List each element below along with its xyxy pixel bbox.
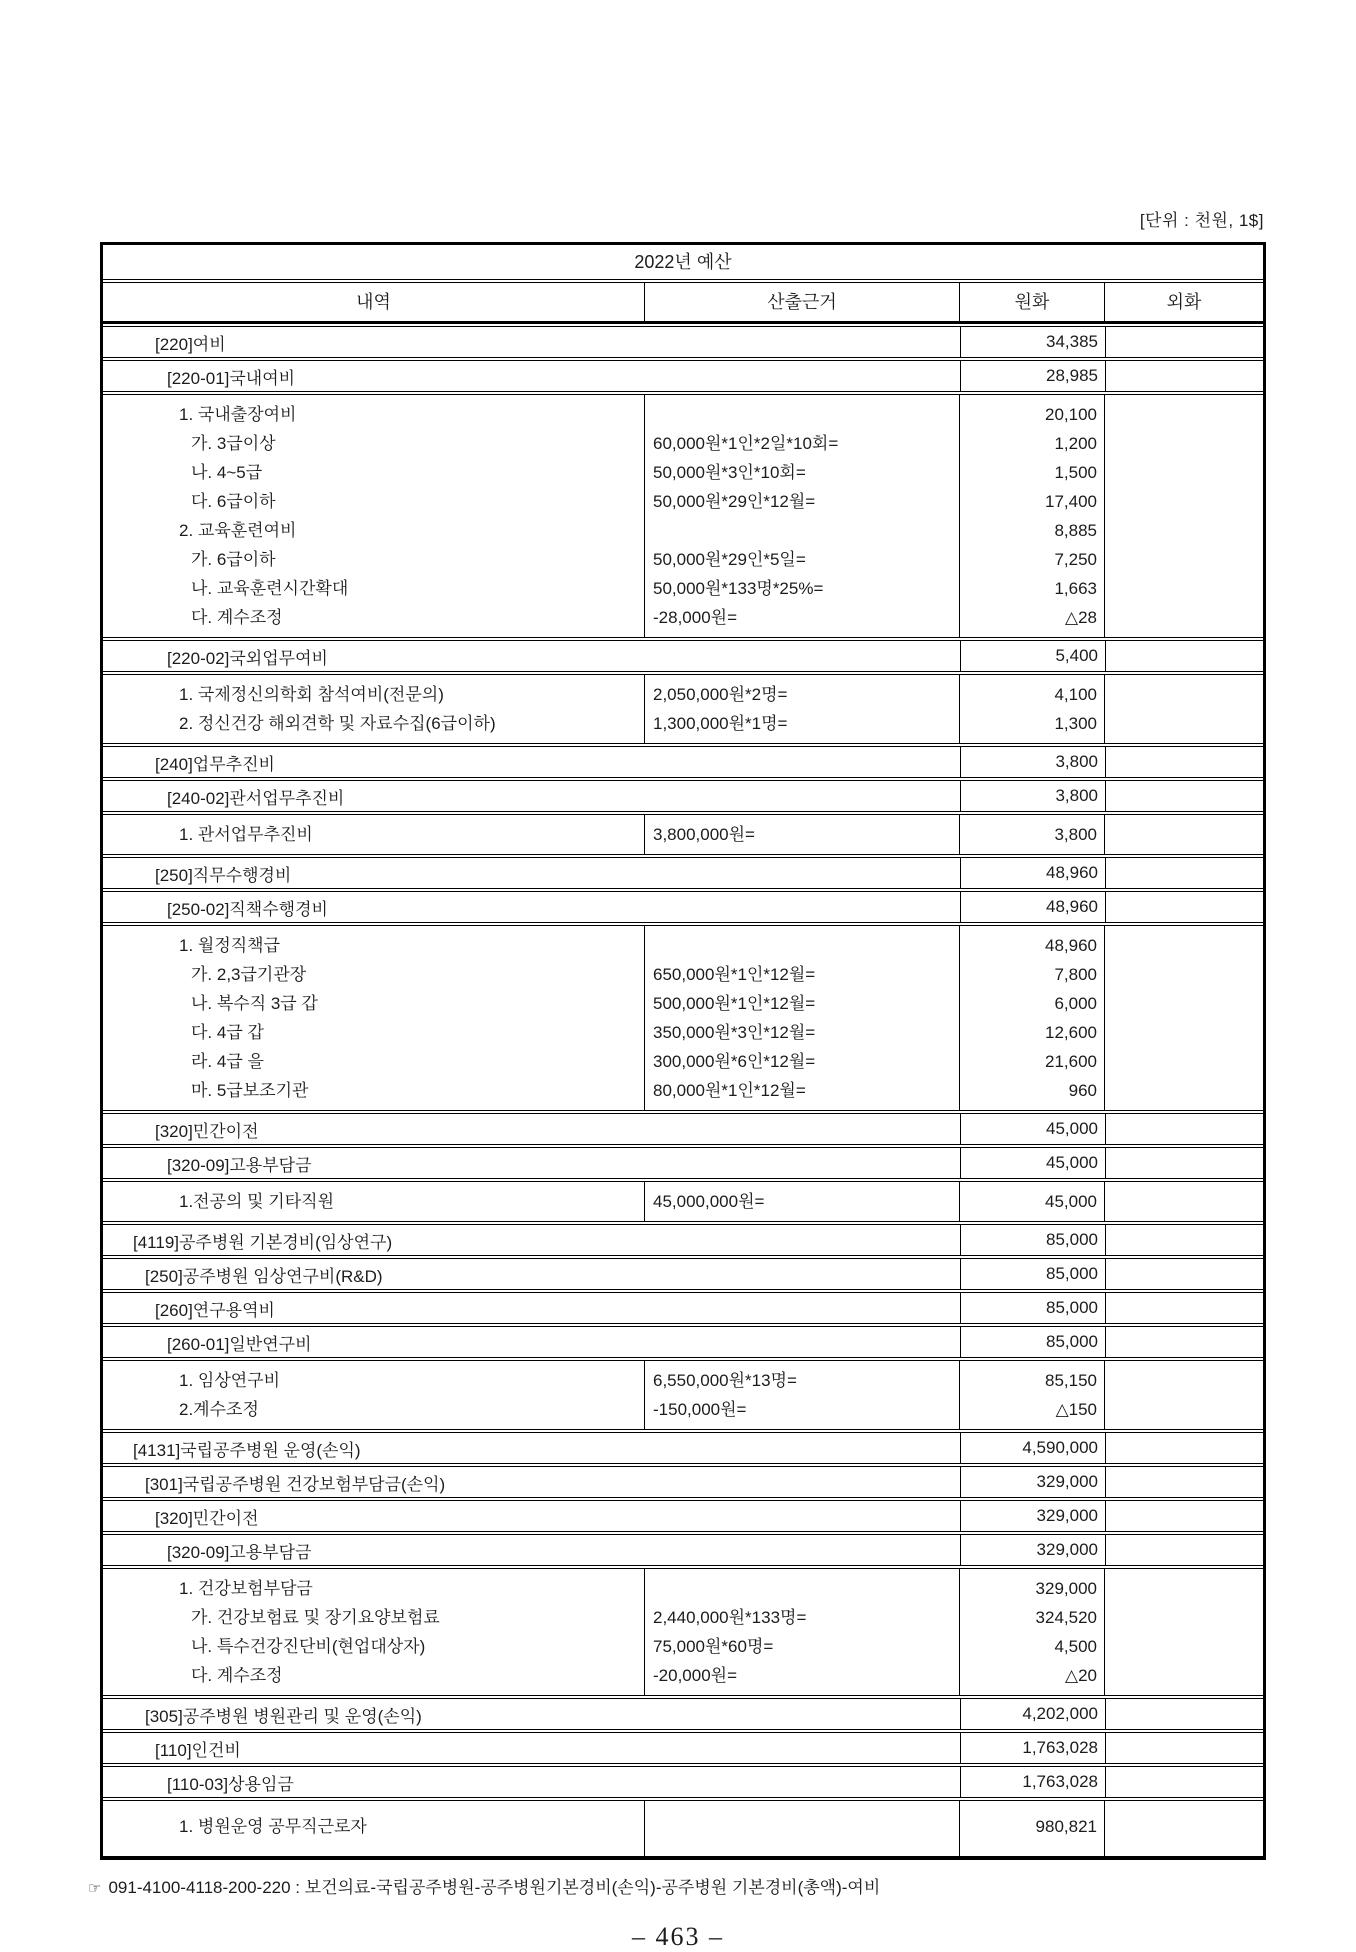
calc-basis — [645, 400, 959, 429]
detail-label: 1. 국제정신의학회 참석여비(전문의) — [179, 685, 444, 704]
table-group-row — [103, 1181, 1263, 1222]
foreign-amount-cell — [1106, 1259, 1263, 1289]
won-amounts-column — [960, 926, 1105, 1110]
item-label-cell: [220-02]국외업무여비 — [103, 641, 961, 671]
foreign-amount — [1105, 820, 1263, 849]
foreign-amount — [1105, 709, 1263, 738]
won-amount-cell: 5,400 — [961, 641, 1106, 671]
budget-table — [100, 242, 1266, 1860]
won-amounts-column — [960, 395, 1105, 637]
foreign-amounts-column — [1105, 815, 1263, 854]
item-label-cell: [220]여비 — [103, 327, 961, 357]
table-row — [103, 1466, 1263, 1498]
detail-label: 2. 정신건강 해외견학 및 자료수집(6급이하) — [179, 714, 496, 733]
item-label-cell: [4131]국립공주병원 운영(손익) — [103, 1433, 961, 1463]
calc-basis: 50,000원*3인*10회= — [653, 463, 806, 482]
detail-label: 가. 3급이상 — [191, 434, 276, 453]
table-row — [103, 1432, 1263, 1464]
won-amount-cell: 85,000 — [961, 1327, 1106, 1357]
calc-basis: 80,000원*1인*12월= — [653, 1081, 806, 1100]
detail-label: 가. 건강보험료 및 장기요양보험료 — [191, 1608, 440, 1627]
detail-label: 1. 국내출장여비 — [179, 405, 297, 424]
item-label-cell: [250]공주병원 임상연구비(R&D) — [103, 1259, 961, 1289]
won-amount-cell: 34,385 — [961, 327, 1106, 357]
page-number: – 463 – — [632, 1922, 724, 1951]
foreign-amounts-column — [1105, 395, 1263, 637]
detail-label: 다. 계수조정 — [191, 1666, 283, 1685]
detail-labels-column — [103, 675, 645, 743]
won-amount: 1,200 — [1054, 434, 1097, 453]
won-amount-cell: 4,202,000 — [961, 1699, 1106, 1729]
won-amounts-column — [960, 1801, 1105, 1856]
detail-label: 나. 4~5급 — [191, 463, 263, 482]
item-label-cell: [250]직무수행경비 — [103, 858, 961, 888]
detail-labels-column — [103, 815, 645, 854]
foreign-amount — [1105, 1812, 1263, 1841]
foreign-amount — [1105, 989, 1263, 1018]
detail-labels-column — [103, 1569, 645, 1695]
item-label-cell: [260]연구용역비 — [103, 1293, 961, 1323]
won-amount: 20,100 — [1045, 405, 1097, 424]
won-amount: 12,600 — [1045, 1023, 1097, 1042]
calc-basis: 300,000원*6인*12월= — [653, 1052, 816, 1071]
foreign-amount-cell — [1106, 1767, 1263, 1797]
table-group-row — [103, 394, 1263, 638]
won-amount-cell: 329,000 — [961, 1535, 1106, 1565]
foreign-amount — [1105, 931, 1263, 960]
item-label-cell: [260-01]일반연구비 — [103, 1327, 961, 1357]
foreign-amount-cell — [1106, 1433, 1263, 1463]
won-amount: △150 — [1055, 1400, 1097, 1419]
won-amount: 1,500 — [1054, 463, 1097, 482]
foreign-amount-cell — [1106, 1501, 1263, 1531]
won-amount: 4,500 — [1054, 1637, 1097, 1656]
column-header-won: 원화 — [960, 283, 1105, 321]
detail-labels-column — [103, 395, 645, 637]
calc-basis: -20,000원= — [653, 1666, 738, 1685]
detail-labels-column — [103, 1182, 645, 1221]
foreign-amounts-column — [1105, 1361, 1263, 1429]
table-row — [103, 1534, 1263, 1566]
detail-labels-column — [103, 1801, 645, 1856]
table-row — [103, 360, 1263, 392]
foreign-amount-cell — [1106, 327, 1263, 357]
table-row — [103, 746, 1263, 778]
calc-basis: 3,800,000원= — [653, 825, 755, 844]
calc-basis-column — [645, 815, 960, 854]
foreign-amount-cell — [1106, 1225, 1263, 1255]
won-amount: 980,821 — [1035, 1817, 1097, 1836]
detail-label: 라. 4급 을 — [191, 1052, 264, 1071]
foreign-amount — [1105, 1018, 1263, 1047]
pointing-hand-icon: ☞ — [88, 1880, 102, 1897]
item-label-cell: [110-03]상용임금 — [103, 1767, 961, 1797]
table-row — [103, 857, 1263, 889]
calc-basis: 6,550,000원*13명= — [653, 1371, 797, 1390]
table-row — [103, 640, 1263, 672]
foreign-amount-cell — [1106, 361, 1263, 391]
foreign-amount-cell — [1106, 1535, 1263, 1565]
calc-basis: 2,440,000원*133명= — [653, 1608, 807, 1627]
table-group-row — [103, 814, 1263, 855]
foreign-amount — [1105, 1047, 1263, 1076]
won-amounts-column — [960, 675, 1105, 743]
calc-basis: 50,000원*133명*25%= — [653, 579, 824, 598]
detail-label: 나. 교육훈련시간확대 — [191, 579, 349, 598]
won-amount: 324,520 — [1035, 1608, 1097, 1627]
won-amounts-column — [960, 815, 1105, 854]
won-amount-cell: 85,000 — [961, 1225, 1106, 1255]
calc-basis: -28,000원= — [653, 608, 738, 627]
foreign-amount-cell — [1106, 641, 1263, 671]
won-amount-cell: 3,800 — [961, 747, 1106, 777]
calc-basis: 350,000원*3인*12월= — [653, 1023, 816, 1042]
foreign-amounts-column — [1105, 675, 1263, 743]
detail-label: 1. 임상연구비 — [179, 1371, 281, 1390]
foreign-amount — [1105, 1574, 1263, 1603]
calc-basis: 75,000원*60명= — [653, 1637, 774, 1656]
foreign-amount — [1105, 603, 1263, 632]
foreign-amount-cell — [1106, 1148, 1263, 1178]
item-label-cell: [4119]공주병원 기본경비(임상연구) — [103, 1225, 961, 1255]
foreign-amount — [1105, 458, 1263, 487]
won-amount-cell: 329,000 — [961, 1467, 1106, 1497]
column-header-basis: 산출근거 — [645, 283, 960, 321]
calc-basis: 2,050,000원*2명= — [653, 685, 788, 704]
calc-basis — [645, 516, 959, 545]
calc-basis — [645, 1812, 959, 1841]
calc-basis: 60,000원*1인*2일*10회= — [653, 434, 839, 453]
item-label-cell: [320]민간이전 — [103, 1114, 961, 1144]
won-amount-cell: 48,960 — [961, 858, 1106, 888]
won-amount: 1,663 — [1054, 579, 1097, 598]
table-group-row — [103, 1360, 1263, 1430]
won-amount: 329,000 — [1035, 1579, 1097, 1598]
foreign-amount — [1105, 545, 1263, 574]
table-row — [103, 891, 1263, 923]
foreign-amounts-column — [1105, 1801, 1263, 1856]
detail-label: 1. 관서업무추진비 — [179, 825, 313, 844]
foreign-amount-cell — [1106, 1467, 1263, 1497]
table-row — [103, 1732, 1263, 1764]
won-amounts-column — [960, 1569, 1105, 1695]
foreign-amount — [1105, 1366, 1263, 1395]
calc-basis: 500,000원*1인*12월= — [653, 994, 816, 1013]
won-amount-cell: 3,800 — [961, 781, 1106, 811]
detail-label: 다. 계수조정 — [191, 608, 283, 627]
foreign-amount-cell — [1106, 747, 1263, 777]
won-amount: 21,600 — [1045, 1052, 1097, 1071]
foreign-amount — [1105, 574, 1263, 603]
calc-basis: 45,000,000원= — [653, 1192, 765, 1211]
calc-basis: 650,000원*1인*12월= — [653, 965, 816, 984]
detail-label: 1. 월정직책급 — [179, 936, 281, 955]
foreign-amounts-column — [1105, 1569, 1263, 1695]
won-amount-cell: 28,985 — [961, 361, 1106, 391]
detail-label: 1. 건강보험부담금 — [179, 1579, 313, 1598]
detail-labels-column — [103, 926, 645, 1110]
item-label-cell: [301]국립공주병원 건강보험부담금(손익) — [103, 1467, 961, 1497]
foreign-amount — [1105, 1395, 1263, 1424]
table-group-row — [103, 925, 1263, 1111]
detail-label: 가. 2,3급기관장 — [191, 965, 307, 984]
detail-label: 다. 4급 갑 — [191, 1023, 264, 1042]
detail-labels-column — [103, 1361, 645, 1429]
detail-label: 나. 복수직 3급 갑 — [191, 994, 318, 1013]
won-amounts-column — [960, 1361, 1105, 1429]
item-label-cell: [240]업무추진비 — [103, 747, 961, 777]
won-amount: △20 — [1065, 1666, 1097, 1685]
won-amount-cell: 1,763,028 — [961, 1733, 1106, 1763]
table-row — [103, 1766, 1263, 1798]
calc-basis: 50,000원*29인*5일= — [653, 550, 806, 569]
item-label-cell: [240-02]관서업무추진비 — [103, 781, 961, 811]
foreign-amount-cell — [1106, 1733, 1263, 1763]
foreign-amount-cell — [1106, 1293, 1263, 1323]
item-label-cell: [110]인건비 — [103, 1733, 961, 1763]
calc-basis-column — [645, 1361, 960, 1429]
calc-basis-column — [645, 675, 960, 743]
won-amount: 8,885 — [1054, 521, 1097, 540]
won-amount: 45,000 — [1045, 1192, 1097, 1211]
won-amount: 7,250 — [1054, 550, 1097, 569]
table-row — [103, 780, 1263, 812]
won-amount-cell: 45,000 — [961, 1148, 1106, 1178]
calc-basis: -150,000원= — [653, 1400, 747, 1419]
foreign-amount — [1105, 960, 1263, 989]
won-amount: 85,150 — [1045, 1371, 1097, 1390]
table-row — [103, 1258, 1263, 1290]
won-amount-cell: 45,000 — [961, 1114, 1106, 1144]
table-row — [103, 1500, 1263, 1532]
foreign-amount — [1105, 1603, 1263, 1632]
foreign-amount — [1105, 516, 1263, 545]
won-amount-cell: 85,000 — [961, 1259, 1106, 1289]
table-row — [103, 1224, 1263, 1256]
foreign-amount — [1105, 487, 1263, 516]
calc-basis-column — [645, 1801, 960, 1856]
item-label-cell: [320]민간이전 — [103, 1501, 961, 1531]
calc-basis-column — [645, 926, 960, 1110]
won-amount: △28 — [1065, 608, 1097, 627]
calc-basis: 1,300,000원*1명= — [653, 714, 788, 733]
table-row — [103, 1113, 1263, 1145]
table-group-row — [103, 1800, 1263, 1857]
won-amount-cell: 4,590,000 — [961, 1433, 1106, 1463]
foreign-amount — [1105, 429, 1263, 458]
item-label-cell: [320-09]고용부담금 — [103, 1148, 961, 1178]
foreign-amount-cell — [1106, 892, 1263, 922]
item-label-cell: [320-09]고용부담금 — [103, 1535, 961, 1565]
item-label-cell: [220-01]국내여비 — [103, 361, 961, 391]
calc-basis: 50,000원*29인*12월= — [653, 492, 816, 511]
won-amount: 4,100 — [1054, 685, 1097, 704]
calc-basis-column — [645, 1182, 960, 1221]
table-row — [103, 1326, 1263, 1358]
calc-basis-column — [645, 1569, 960, 1695]
foreign-amount-cell — [1106, 1114, 1263, 1144]
column-header-foreign: 외화 — [1166, 292, 1202, 312]
foreign-amounts-column — [1105, 1182, 1263, 1221]
foreign-amounts-column — [1105, 926, 1263, 1110]
footnote — [88, 1873, 1356, 1898]
foreign-amount-cell — [1106, 1327, 1263, 1357]
table-row — [103, 1292, 1263, 1324]
won-amount-cell: 85,000 — [961, 1293, 1106, 1323]
detail-label: 나. 특수건강진단비(현업대상자) — [191, 1637, 426, 1656]
item-label-cell: [305]공주병원 병원관리 및 운영(손익) — [103, 1699, 961, 1729]
detail-label: 마. 5급보조기관 — [191, 1081, 309, 1100]
item-label-cell: [250-02]직책수행경비 — [103, 892, 961, 922]
won-amount: 6,000 — [1054, 994, 1097, 1013]
foreign-amount-cell — [1106, 858, 1263, 888]
won-amount: 3,800 — [1054, 825, 1097, 844]
detail-label: 가. 6급이하 — [191, 550, 276, 569]
won-amount-cell: 329,000 — [961, 1501, 1106, 1531]
table-group-row — [103, 674, 1263, 744]
detail-label: 1.전공의 및 기타직원 — [179, 1192, 334, 1211]
won-amount-cell: 1,763,028 — [961, 1767, 1106, 1797]
foreign-amount — [1105, 400, 1263, 429]
footnote-text: 091-4100-4118-200-220 : 보건의료-국립공주병원-공주병원기본경비(손익)-공주병원 기본경비(총액)-여비 — [108, 1878, 881, 1897]
detail-label: 2.계수조정 — [179, 1400, 259, 1419]
table-title: 2022년 예산 — [103, 245, 1263, 280]
document-body — [0, 206, 1356, 1952]
foreign-amount — [1105, 1661, 1263, 1690]
foreign-amount — [1105, 1632, 1263, 1661]
unit-label: [단위 : 천원, 1$] — [1139, 211, 1264, 230]
won-amount: 960 — [1068, 1081, 1097, 1100]
won-amount: 1,300 — [1054, 714, 1097, 733]
table-body — [103, 324, 1263, 1857]
table-header-row — [103, 282, 1263, 324]
detail-label: 2. 교육훈련여비 — [179, 521, 297, 540]
won-amount: 48,960 — [1045, 936, 1097, 955]
won-amount: 17,400 — [1045, 492, 1097, 511]
won-amount-cell: 48,960 — [961, 892, 1106, 922]
table-row — [103, 326, 1263, 358]
foreign-amount-cell — [1106, 1699, 1263, 1729]
won-amount: 7,800 — [1054, 965, 1097, 984]
foreign-amount — [1105, 1076, 1263, 1105]
table-group-row — [103, 1568, 1263, 1696]
calc-basis — [645, 1574, 959, 1603]
table-row — [103, 1147, 1263, 1179]
calc-basis-column — [645, 395, 960, 637]
column-header-detail: 내역 — [103, 283, 645, 321]
detail-label: 1. 병원운영 공무직근로자 — [179, 1817, 367, 1836]
calc-basis — [645, 931, 959, 960]
foreign-amount — [1105, 680, 1263, 709]
foreign-amount — [1105, 1187, 1263, 1216]
table-row — [103, 1698, 1263, 1730]
detail-label: 다. 6급이하 — [191, 492, 276, 511]
foreign-amount-cell — [1106, 781, 1263, 811]
won-amounts-column — [960, 1182, 1105, 1221]
